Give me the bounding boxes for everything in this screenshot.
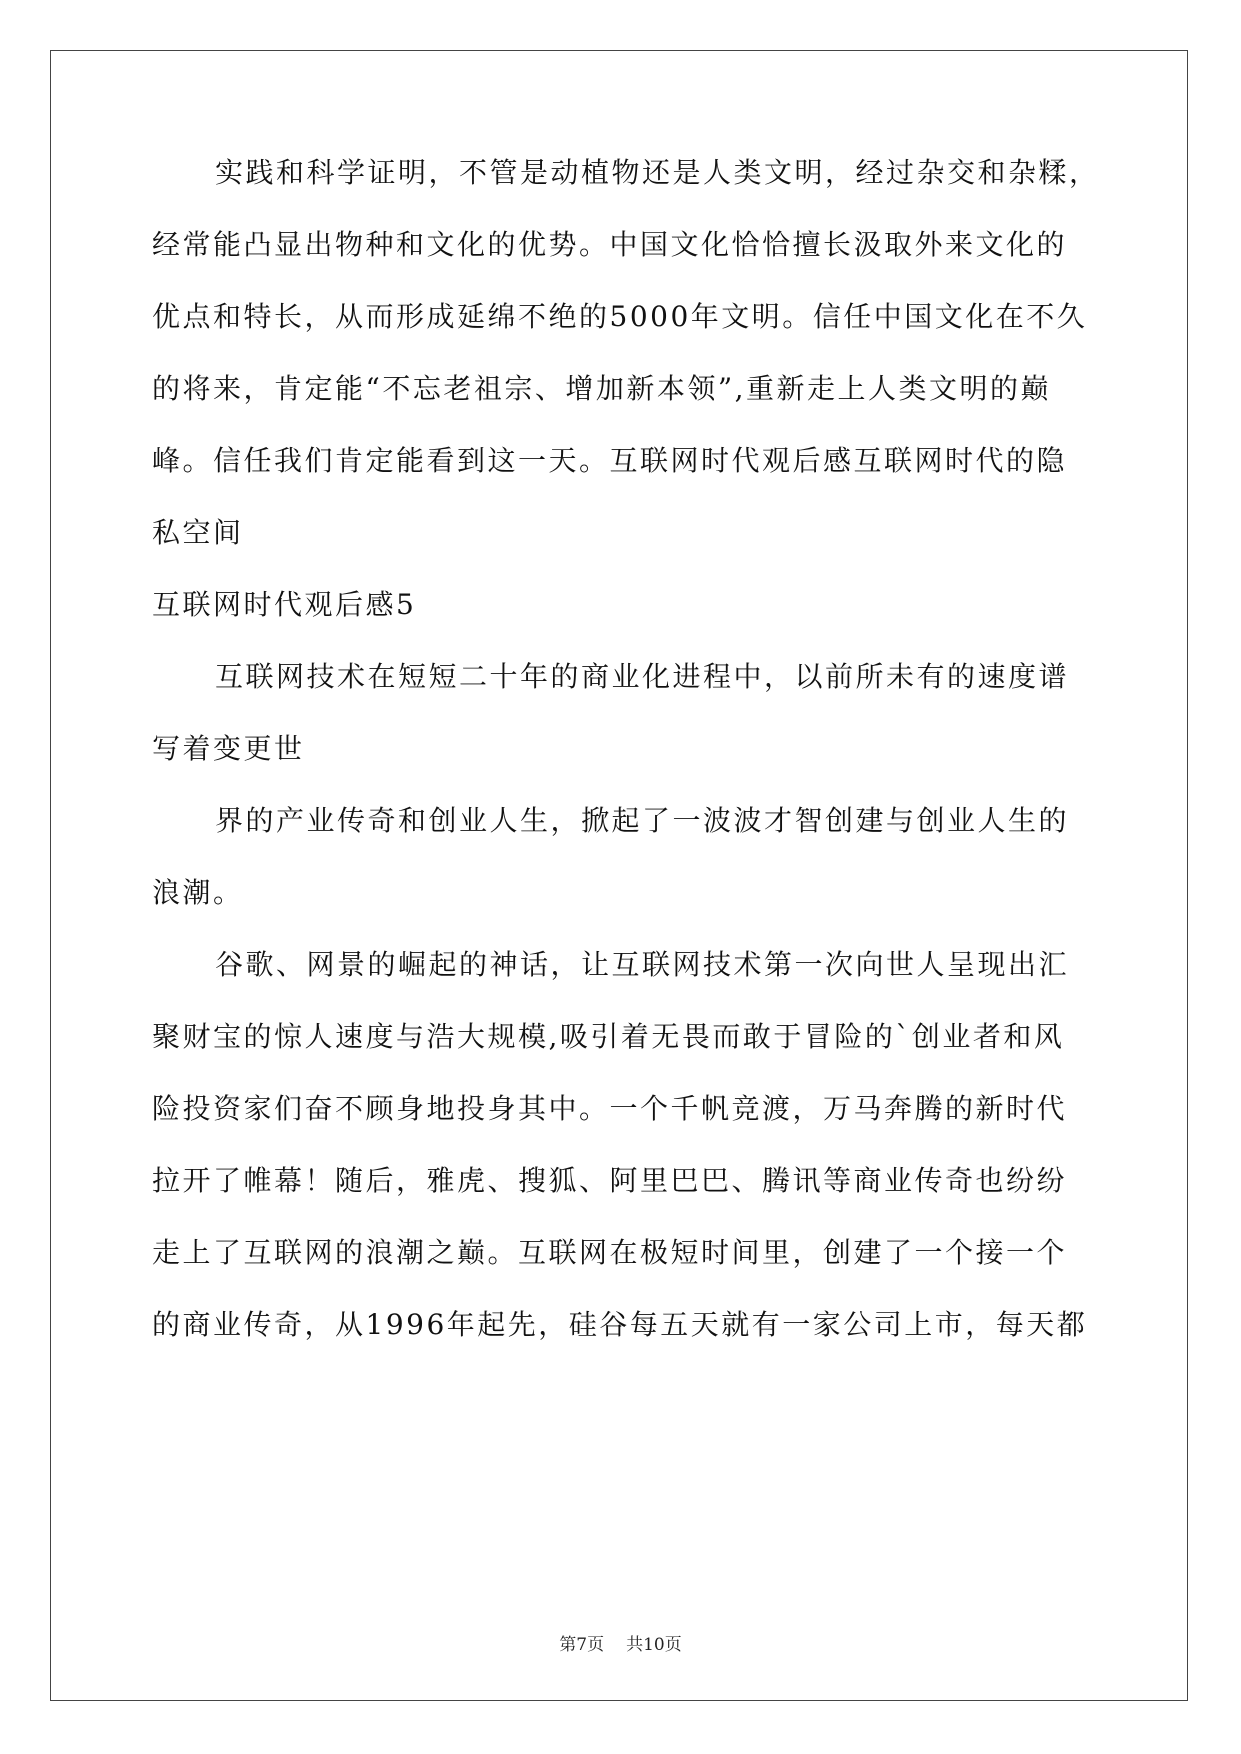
text-line: 走上了互联网的浪潮之巅。互联网在极短时间里，创建了一个接一个 xyxy=(152,1236,1068,1269)
text-line: 互联网技术在短短二十年的商业化进程中，以前所未有的速度谱 xyxy=(215,660,1070,693)
text-line: 峰。信任我们肯定能看到这一天。互联网时代观后感互联网时代的隐 xyxy=(152,444,1068,477)
text-line: 的商业传奇，从1996年起先，硅谷每五天就有一家公司上市，每天都 xyxy=(152,1308,1088,1341)
text-line: 聚财宝的惊人速度与浩大规模,吸引着无畏而敢于冒险的`创业者和风 xyxy=(152,1020,1065,1053)
text-line: 险投资家们奋不顾身地投身其中。一个千帆竞渡，万马奔腾的新时代 xyxy=(152,1092,1068,1125)
text-line: 界的产业传奇和创业人生，掀起了一波波才智创建与创业人生的 xyxy=(215,804,1070,837)
text-line: 实践和科学证明，不管是动植物还是人类文明，经过杂交和杂糅， xyxy=(215,156,1100,189)
text-line: 谷歌、网景的崛起的神话，让互联网技术第一次向世人呈现出汇 xyxy=(215,948,1070,981)
text-line: 拉开了帷幕！随后，雅虎、搜狐、阿里巴巴、腾讯等商业传奇也纷纷 xyxy=(152,1164,1068,1197)
page-footer xyxy=(0,1634,1241,1656)
text-line: 优点和特长，从而形成延绵不绝的5000年文明。信任中国文化在不久 xyxy=(152,300,1088,333)
text-line: 的将来，肯定能“不忘老祖宗、增加新本领”,重新走上人类文明的巅 xyxy=(152,372,1052,405)
text-line: 写着变更世 xyxy=(152,732,305,765)
page-number-total: 共10页 xyxy=(626,1635,682,1655)
text-line: 浪潮。 xyxy=(152,876,244,909)
page-number-current: 第7页 xyxy=(559,1635,605,1655)
text-line: 经常能凸显出物种和文化的优势。中国文化恰恰擅长汲取外来文化的 xyxy=(152,228,1068,261)
text-line: 私空间 xyxy=(152,516,244,549)
section-heading: 互联网时代观后感5 xyxy=(152,588,417,621)
